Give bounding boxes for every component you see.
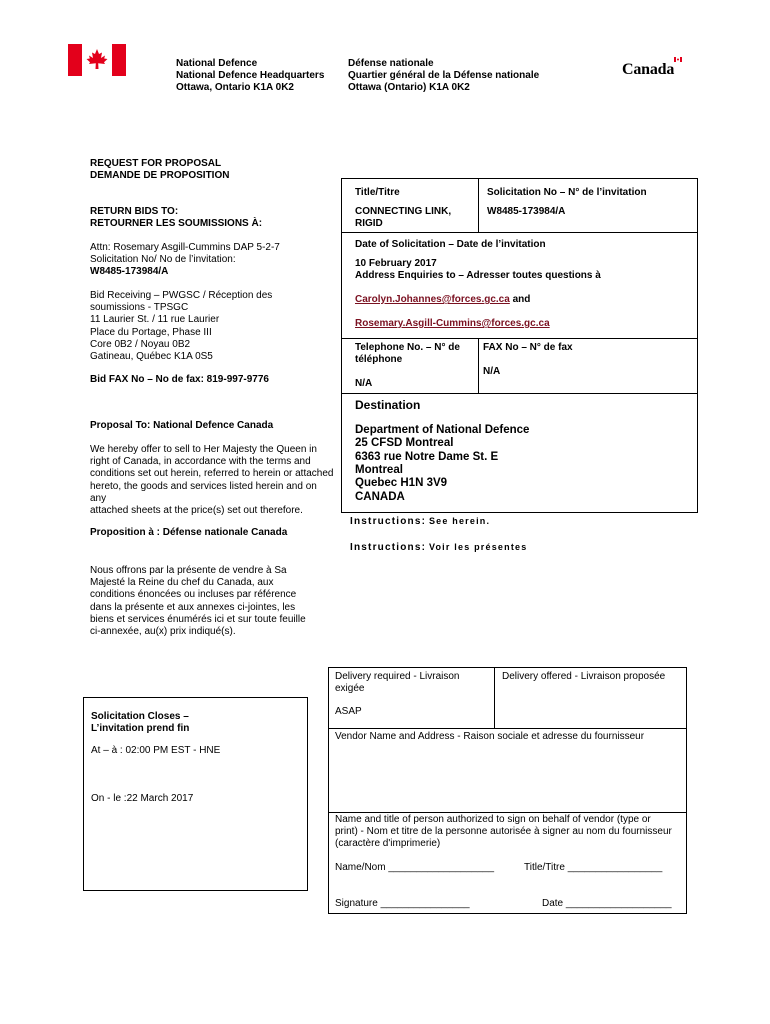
telephone-label: Telephone No. – N° de téléphone	[355, 342, 460, 366]
date-of-solicitation-value: 10 February 2017	[355, 258, 437, 269]
return-bids-address: Bid Receiving – PWGSC / Réception des soumissions - TPSGC 11 Laurier St. / 11 rue Laurier Place du Portage, Phase III Core 0B2 / Noyau 0B2 Gatineau, Québec K1A 0S5	[90, 290, 273, 362]
proposal-to-french: Proposition à : Défense nationale Canada	[90, 527, 288, 538]
title-label: Title/Titre	[355, 187, 400, 198]
signature-field[interactable]: Signature ________________	[335, 898, 470, 909]
offer-text-english: We hereby offer to sell to Her Majesty the Queen in right of Canada, in accordance with the terms and conditions set out herein, referred to herein or attached hereto, the goods and services listed herein and on any attached sheets at the price(s) set out therefore.	[90, 444, 334, 516]
title-value: CONNECTING LINK, RIGID	[355, 206, 452, 230]
return-bids-heading: RETURN BIDS TO: RETOURNER LES SOUMISSIONS À:	[90, 206, 263, 230]
title-field[interactable]: Title/Titre _________________	[524, 862, 663, 873]
enquiries-email-line-2	[355, 318, 550, 330]
delivery-required-label: Delivery required - Livraison exigée	[335, 671, 460, 695]
fax-label: FAX No – N° de fax	[483, 342, 573, 353]
vendor-name-address-field[interactable]: Vendor Name and Address - Raison sociale et adresse du fournisseur	[335, 731, 645, 742]
enquiries-email-line: Carolyn.Johannes@forces.gc.ca and	[355, 294, 531, 305]
destination-label: Destination	[355, 398, 421, 412]
telephone-value: N/A	[355, 378, 373, 389]
canada-wordmark-logo: Canada	[622, 60, 674, 80]
fax-value: N/A	[483, 366, 501, 377]
return-bids-attention: Attn: Rosemary Asgill-Cummins DAP 5-2-7 Solicitation No/ No de l’invitation: W8485-173984/A	[90, 242, 280, 278]
solicitation-closes-title: Solicitation Closes – L’invitation prend fin	[91, 711, 190, 735]
vendor-table	[328, 667, 687, 914]
closing-date: On - le :22 March 2017	[91, 793, 194, 804]
authorized-person-label: Name and title of person authorized to sign on behalf of vendor (type or print) - Nom et titre de la personne autorisée à signer au nom du fournisseur (caractère d'imprimerie)	[335, 814, 672, 850]
proposal-to-english: Proposal To: National Defence Canada	[90, 420, 274, 431]
email-link-carolyn[interactable]: Carolyn.Johannes@forces.gc.ca	[355, 294, 510, 305]
canada-flag-icon	[68, 44, 126, 76]
offer-text-french: Nous offrons par la présente de vendre à Sa Majesté la Reine du chef du Canada, aux conditions énoncées ou incluses par référence dans la présente et aux annexes ci-jointes, les biens et services énumérés ici et sur toute feuille ci-annexée, au(x) prix indiqué(s).	[90, 565, 306, 637]
solicitation-number-value: W8485-173984/A	[487, 206, 566, 217]
instructions-french: Instructions: Voir les présentes	[350, 542, 528, 553]
delivery-offered-field[interactable]: Delivery offered - Livraison proposée	[502, 671, 666, 682]
instructions-english: Instructions: See herein.	[350, 516, 491, 527]
email-link-rosemary[interactable]: Rosemary.Asgill-Cummins@forces.gc.ca	[355, 318, 550, 329]
solicitation-number-label: Solicitation No – N° de l’invitation	[487, 187, 647, 198]
date-of-solicitation-label: Date of Solicitation – Date de l’invitation	[355, 239, 546, 250]
closing-time: At – à : 02:00 PM EST - HNE	[91, 745, 221, 756]
bid-fax-number: Bid FAX No – No de fax: 819-997-9776	[90, 374, 269, 385]
address-enquiries-label: Address Enquiries to – Adresser toutes questions à	[355, 270, 601, 281]
delivery-required-value: ASAP	[335, 706, 362, 717]
destination-address: Department of National Defence 25 CFSD Montreal 6363 rue Notre Dame St. E Montreal Quebec H1N 3V9 CANADA	[355, 424, 530, 503]
date-field[interactable]: Date ___________________	[542, 898, 672, 909]
rfp-title: REQUEST FOR PROPOSAL DEMANDE DE PROPOSITION	[90, 158, 230, 182]
header-french-address: Défense nationale Quartier général de la Défense nationale Ottawa (Ontario) K1A 0K2	[348, 58, 540, 94]
header-english-address: National Defence National Defence Headquarters Ottawa, Ontario K1A 0K2	[176, 58, 325, 94]
name-field[interactable]: Name/Nom ___________________	[335, 862, 495, 873]
